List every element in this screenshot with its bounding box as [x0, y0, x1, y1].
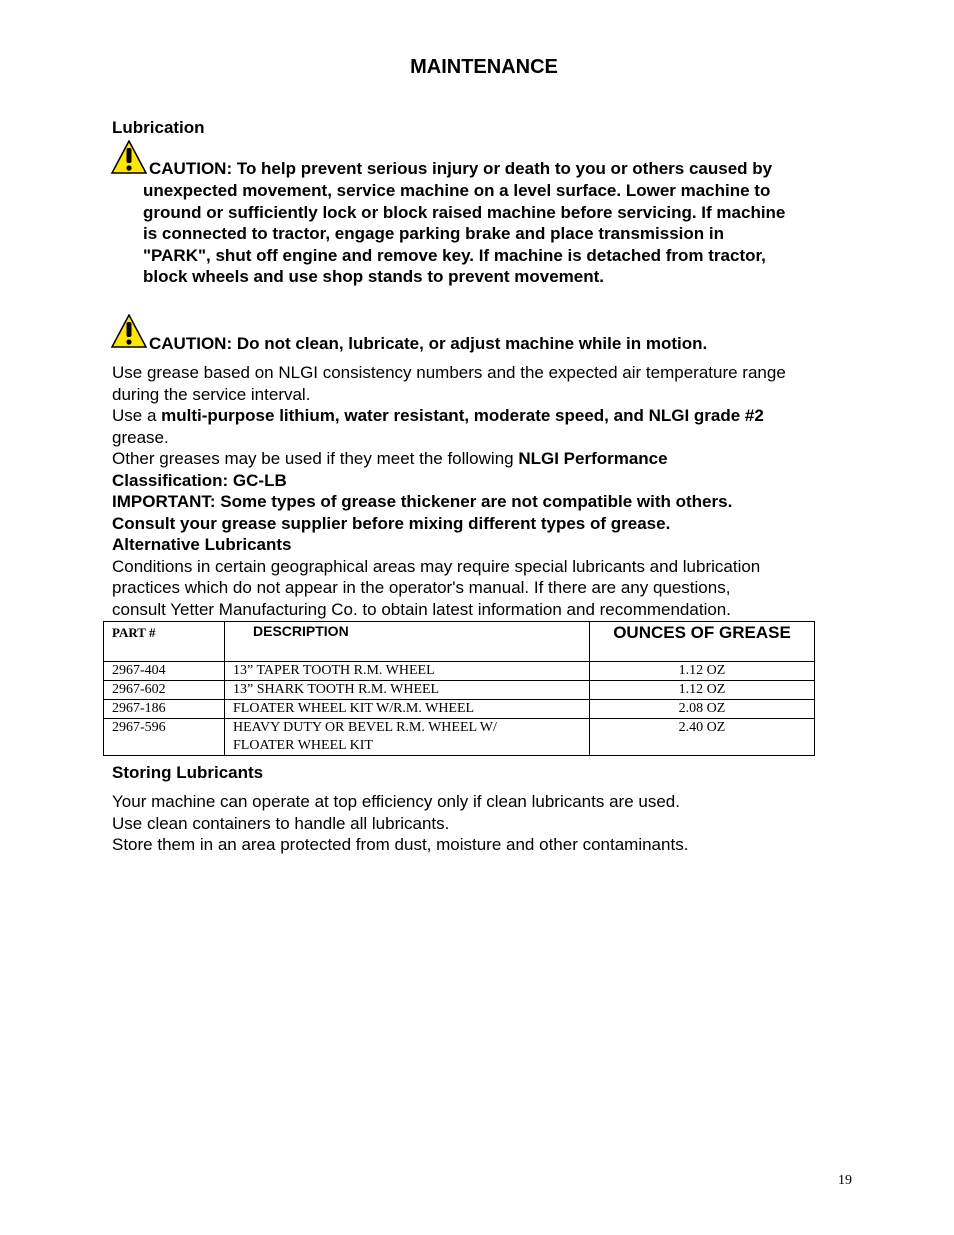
header-part: PART #	[112, 625, 156, 640]
nlgi-bold: NLGI Performance	[518, 449, 668, 468]
caution1-line: "PARK", shut off engine and remove key. If machine is detached from tractor,	[143, 245, 766, 265]
page-number: 19	[838, 1173, 852, 1188]
storing-line: Use clean containers to handle all lubricants.	[112, 813, 450, 833]
part-number: 2967-596	[104, 719, 225, 756]
grease-section	[112, 362, 912, 620]
storing-line: Store them in an area protected from dust, moisture and other contaminants.	[112, 835, 689, 854]
caution1-line: ground or sufficiently lock or block raised machine before servicing. If machine	[143, 202, 786, 222]
page-title: MAINTENANCE	[410, 56, 558, 78]
caution1-line: block wheels and use shop stands to prevent movement.	[143, 267, 605, 286]
caution1-line: is connected to tractor, engage parking brake and place transmission in	[143, 224, 724, 243]
part-number: 2967-404	[104, 662, 225, 681]
nlgi-prefix: Other greases may be used if they meet the following	[112, 449, 519, 468]
important-line: Consult your grease supplier before mixing different types of grease.	[112, 513, 671, 533]
caution1-first-line: CAUTION: To help prevent serious injury or death to you or others caused by	[149, 159, 773, 178]
part-ounces: 2.40 OZ	[590, 719, 815, 756]
grease-type-line	[112, 405, 912, 427]
lubrication-heading: Lubrication	[112, 118, 205, 137]
grease-table	[103, 621, 815, 756]
part-description	[225, 719, 590, 756]
grease-type-bold: multi-purpose lithium, water resistant, moderate speed, and NLGI grade #2	[161, 406, 764, 425]
alternative-heading: Alternative Lubricants	[112, 535, 292, 554]
caution1-body	[143, 180, 785, 288]
part-ounces: 1.12 OZ	[590, 681, 815, 700]
grease-line: during the service interval.	[112, 384, 311, 404]
part-ounces: 2.08 OZ	[590, 700, 815, 719]
part-description-line: FLOATER WHEEL KIT	[233, 738, 373, 753]
caution-triangle-icon	[111, 314, 147, 348]
alternative-line: Conditions in certain geographical areas may require special lubricants and lubrication	[112, 556, 761, 576]
header-ounces: OUNCES OF GREASE	[613, 623, 791, 642]
table-row	[104, 681, 815, 700]
table-row	[104, 700, 815, 719]
nlgi-line	[112, 448, 912, 470]
grease-line: grease.	[112, 427, 169, 447]
part-number: 2967-186	[104, 700, 225, 719]
part-number: 2967-602	[104, 681, 225, 700]
table-header-row	[104, 622, 815, 662]
table-row	[104, 662, 815, 681]
part-description: 13” TAPER TOOTH R.M. WHEEL	[225, 662, 590, 681]
storing-heading: Storing Lubricants	[112, 763, 264, 782]
caution-triangle-icon	[111, 140, 147, 174]
storing-line: Your machine can operate at top efficiency only if clean lubricants are used.	[112, 792, 680, 811]
caution2-text: CAUTION: Do not clean, lubricate, or adjust machine while in motion.	[149, 334, 708, 353]
important-line: IMPORTANT: Some types of grease thickener are not compatible with others.	[112, 492, 733, 511]
nlgi-classification: Classification: GC-LB	[112, 470, 287, 490]
alternative-line: consult Yetter Manufacturing Co. to obtain latest information and recommendation.	[112, 599, 731, 619]
caution1-line: unexpected movement, service machine on a level surface. Lower machine to	[143, 181, 771, 200]
grease-type-prefix: Use a	[112, 406, 162, 425]
table-row	[104, 719, 815, 756]
part-ounces: 1.12 OZ	[590, 662, 815, 681]
alternative-line: practices which do not appear in the operator's manual. If there are any questions,	[112, 578, 731, 597]
storing-section	[112, 791, 688, 856]
header-description: DESCRIPTION	[253, 623, 349, 639]
grease-line: Use grease based on NLGI consistency numbers and the expected air temperature range	[112, 363, 786, 382]
part-description: 13” SHARK TOOTH R.M. WHEEL	[225, 681, 590, 700]
part-description: FLOATER WHEEL KIT W/R.M. WHEEL	[225, 700, 590, 719]
part-description-line: HEAVY DUTY OR BEVEL R.M. WHEEL W/	[233, 720, 497, 735]
